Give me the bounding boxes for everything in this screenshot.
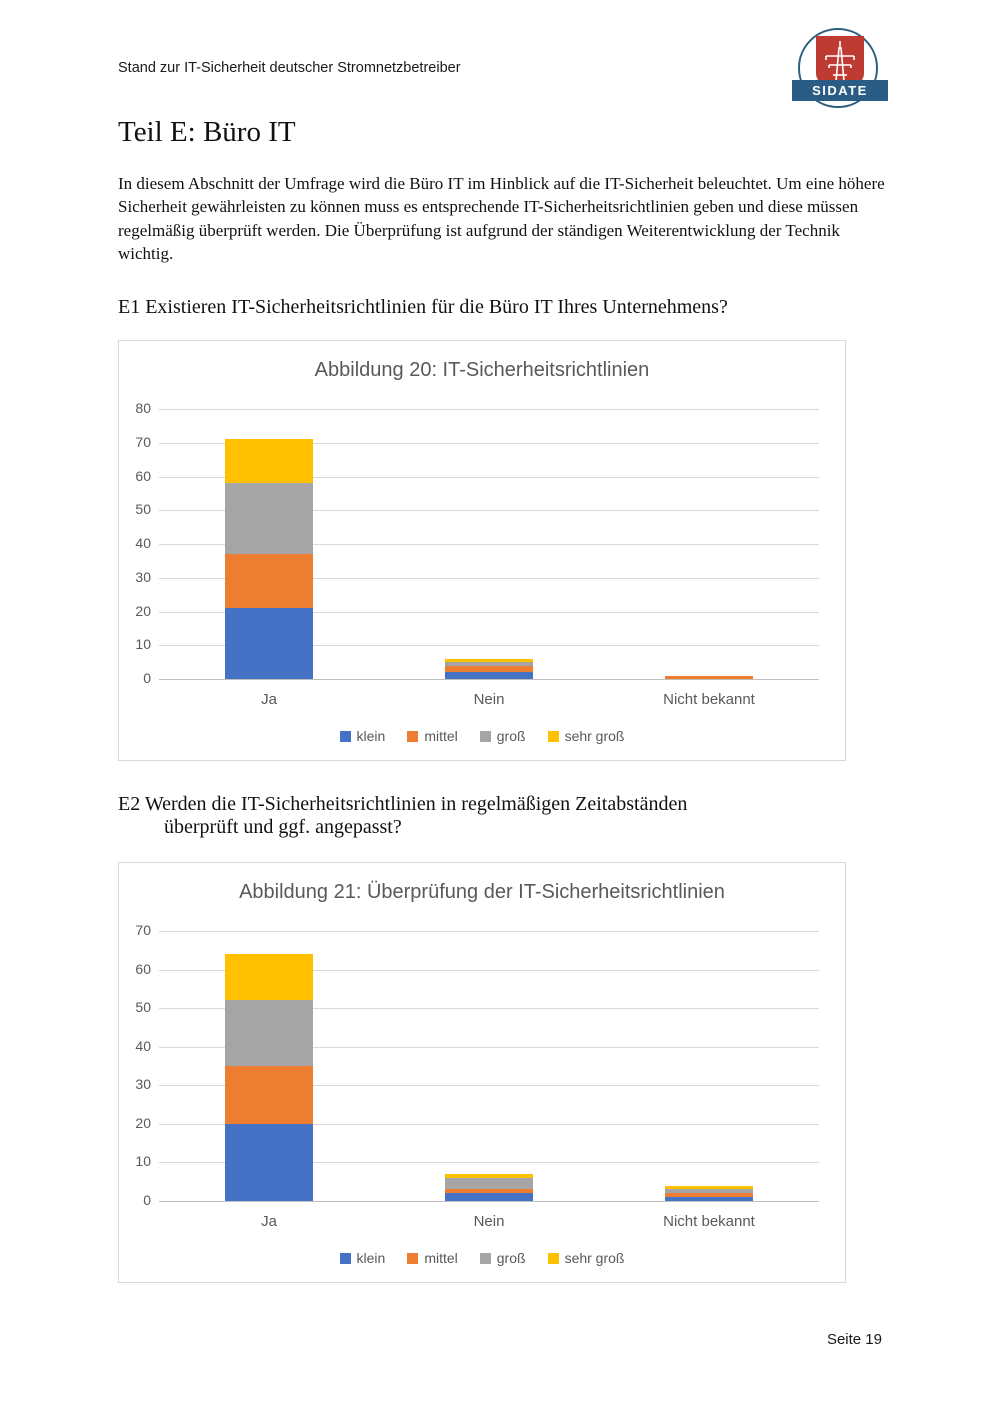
- y-axis-tick-label: 70: [135, 433, 151, 450]
- legend-item: [407, 1250, 457, 1266]
- legend-item: [548, 1250, 625, 1266]
- y-axis-tick-label: 50: [135, 999, 151, 1016]
- bar-segment-sehr-groß: [445, 659, 533, 662]
- y-axis-tick-label: 0: [143, 1192, 151, 1208]
- x-axis-category-label: Nicht bekannt: [663, 1213, 755, 1230]
- chart-abbildung-21: [118, 862, 846, 1283]
- bar-segment-mittel: [445, 666, 533, 673]
- question-e1: E1 Existieren IT-Sicherheitsrichtlinien für die Büro IT Ihres Unternehmens?: [118, 296, 728, 318]
- logo-text: SIDATE: [812, 83, 868, 98]
- legend-item: [480, 1250, 526, 1266]
- legend-item: [548, 728, 625, 744]
- legend: [119, 728, 845, 744]
- bar-segment-mittel: [225, 1066, 313, 1124]
- gridline: [159, 679, 819, 680]
- intro-paragraph: In diesem Abschnitt der Umfrage wird die Büro IT im Hinblick auf die IT-Sicherheit beleuchtet. Um eine höhere Sicherheit gewährleisten zu können muss es entsprechende IT-Sicherheitsrichtlinien geben und diese müssen regelmäßig überprüft werden. Die Überprüfung ist aufgrund der ständigen Weiterentwicklung der Technik wichtig.: [118, 174, 885, 264]
- y-axis-tick-label: 30: [135, 1076, 151, 1093]
- x-axis-category-label: Nicht bekannt: [663, 691, 755, 708]
- legend-swatch: [480, 731, 491, 742]
- bar-segment-groß: [445, 662, 533, 665]
- x-axis-category-label: Ja: [261, 1213, 277, 1230]
- legend-label: klein: [356, 1250, 386, 1266]
- chart-abbildung-20: [118, 340, 846, 761]
- y-axis-tick-label: 60: [135, 960, 151, 977]
- legend-label: groß: [496, 1250, 526, 1266]
- legend-label: mittel: [424, 728, 458, 744]
- y-axis-tick-label: 0: [143, 670, 151, 686]
- bar-segment-klein: [225, 1124, 313, 1201]
- legend-swatch: [407, 731, 418, 742]
- x-axis-category-label: Ja: [261, 691, 277, 708]
- question-e2: [118, 793, 687, 839]
- y-axis-tick-label: 20: [135, 1114, 151, 1131]
- y-axis-tick-label: 40: [135, 535, 151, 551]
- bar-segment-mittel: [665, 1193, 753, 1197]
- bar-segment-mittel: [225, 554, 313, 608]
- legend-item: [340, 1250, 386, 1266]
- bar-segment-sehr-groß: [665, 1186, 753, 1190]
- legend-label: klein: [356, 728, 386, 744]
- sidate-logo: [792, 26, 888, 114]
- bar-segment-groß: [665, 1189, 753, 1193]
- bar-segment-groß: [225, 1000, 313, 1066]
- gridline: [159, 1201, 819, 1202]
- y-axis-tick-label: 50: [135, 501, 151, 518]
- bar-segment-klein: [225, 608, 313, 679]
- page-number: Seite 19: [826, 1331, 882, 1348]
- x-axis-category-label: Nein: [473, 691, 505, 708]
- legend-swatch: [407, 1253, 418, 1264]
- bar-segment-mittel: [665, 676, 753, 679]
- y-axis-tick-label: 60: [135, 467, 151, 484]
- legend-swatch: [340, 731, 351, 742]
- gridline: [159, 409, 819, 410]
- plot-area: [135, 922, 819, 1230]
- question-e2-line2: überprüft und ggf. angepasst?: [164, 816, 402, 838]
- legend-swatch: [548, 731, 559, 742]
- bar-segment-mittel: [445, 1189, 533, 1193]
- y-axis-tick-label: 20: [135, 602, 151, 619]
- legend-swatch: [548, 1253, 559, 1264]
- y-axis-tick-label: 70: [135, 922, 151, 938]
- legend-item: [480, 728, 526, 744]
- bar-segment-groß: [445, 1178, 533, 1190]
- legend-item: [340, 728, 386, 744]
- bar-segment-groß: [225, 483, 313, 554]
- y-axis-tick-label: 10: [135, 1153, 151, 1170]
- legend-label: groß: [496, 728, 526, 744]
- gridline: [159, 931, 819, 932]
- chart-title: Abbildung 21: Überprüfung der IT-Sicherheitsrichtlinien: [239, 881, 725, 903]
- chart-title: Abbildung 20: IT-Sicherheitsrichtlinien: [314, 359, 650, 381]
- y-axis-tick-label: 40: [135, 1037, 151, 1054]
- legend: [119, 1250, 845, 1266]
- legend-label: mittel: [424, 1250, 458, 1266]
- legend-label: sehr groß: [564, 728, 625, 744]
- y-axis-tick-label: 10: [135, 636, 151, 653]
- question-e2-line1: E2 Werden die IT-Sicherheitsrichtlinien in regelmäßigen Zeitabständen: [118, 793, 688, 815]
- legend-label: sehr groß: [564, 1250, 625, 1266]
- y-axis-tick-label: 80: [135, 400, 151, 416]
- bar-segment-sehr-groß: [225, 954, 313, 1000]
- y-axis-tick-label: 30: [135, 568, 151, 585]
- page-header: Stand zur IT-Sicherheit deutscher Stromnetzbetreiber: [118, 60, 461, 76]
- page-title: Teil E: Büro IT: [118, 116, 296, 148]
- bar-segment-sehr-groß: [445, 1174, 533, 1178]
- bar-segment-klein: [445, 672, 533, 679]
- legend-swatch: [340, 1253, 351, 1264]
- x-axis-category-label: Nein: [473, 1213, 505, 1230]
- bar-segment-klein: [445, 1193, 533, 1201]
- legend-item: [407, 728, 457, 744]
- bar-segment-sehr-groß: [225, 439, 313, 483]
- bar-segment-klein: [665, 1197, 753, 1201]
- logo-banner: [792, 80, 888, 101]
- legend-swatch: [480, 1253, 491, 1264]
- plot-area: [135, 400, 819, 708]
